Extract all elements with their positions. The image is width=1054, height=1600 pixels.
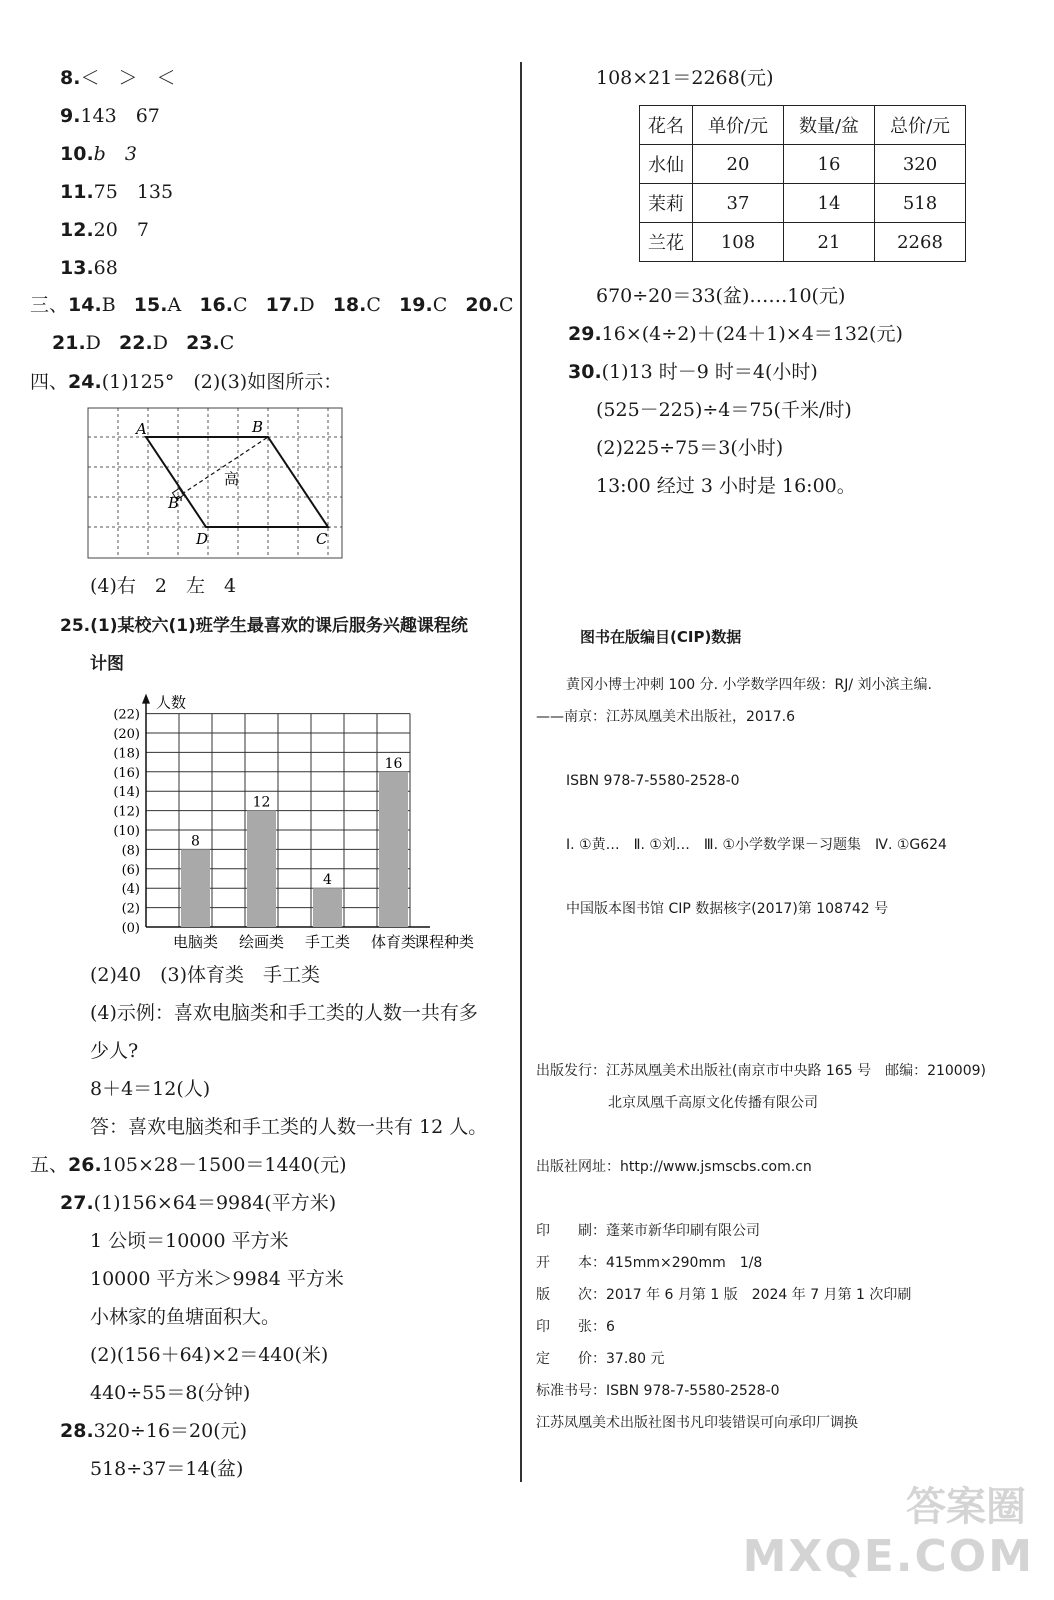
watermark-url: MXQE.COM (742, 1531, 1034, 1582)
bar-value-label: 16 (384, 755, 403, 772)
table-header: 数量/盆 (784, 106, 875, 145)
table-header: 花名 (640, 106, 693, 145)
label-B-prime: B' (168, 494, 184, 512)
x-tick-label: 手工类 (304, 933, 351, 951)
cip-sheets: 印 张：6 (536, 1319, 615, 1335)
y-tick-label: (18) (113, 746, 140, 762)
answer-25-part4-cont: 少人? (90, 1040, 139, 1062)
table-header: 总价/元 (875, 106, 966, 145)
cip-title: 图书在版编目(CIP)数据 (580, 628, 742, 646)
cip-publisher2: 北京凤凰千高原文化传播有限公司 (608, 1095, 818, 1111)
cip-number: 中国版本图书馆 CIP 数据核字(2017)第 108742 号 (566, 901, 889, 917)
table-header-row (640, 106, 966, 145)
answer-27-line5: (2)(156＋64)×2＝440(米) (90, 1344, 329, 1366)
label-A: A (136, 420, 147, 438)
table-cell: 兰花 (640, 223, 693, 262)
bar-value-label: 12 (252, 794, 271, 811)
cip-website: 出版社网址：http://www.jsmscbs.com.cn (536, 1159, 812, 1175)
answer-28-remainder: 670÷20＝33(盆)……10(元) (596, 285, 846, 307)
y-axis-arrow (142, 694, 150, 704)
cip-isbn: ISBN 978-7-5580-2528-0 (566, 773, 740, 789)
column-divider (520, 62, 522, 1482)
answer-24-part4: (4)右 2 左 4 (90, 575, 237, 597)
cip-publisher: 出版发行：江苏凤凰美术出版社(南京市中央路 165 号 邮编：210009) (536, 1063, 986, 1079)
answer-30-line4: 13:00 经过 3 小时是 16:00。 (596, 475, 856, 497)
answer-27-line3: 10000 平方米＞9984 平方米 (90, 1268, 344, 1290)
answer-29: 29.16×(4÷2)＋(24＋1)×4＝132(元) (568, 323, 903, 345)
cip-printer: 印 刷：蓬莱市新华印刷有限公司 (536, 1223, 760, 1239)
parallelogram-figure (86, 406, 346, 562)
flower-price-table (639, 105, 966, 262)
answer-25-part2: (2)40 (3)体育类 手工类 (90, 964, 321, 986)
cip-classification: Ⅰ. ①黄… Ⅱ. ①刘… Ⅲ. ①小学数学课－习题集 Ⅳ. ①G624 (566, 837, 947, 853)
answer-30-line3: (2)225÷75＝3(小时) (596, 437, 784, 459)
table-cell: 20 (693, 145, 784, 184)
answer-25-title-cont: 计图 (90, 654, 124, 674)
bar (247, 811, 276, 927)
label-D: D (196, 530, 209, 548)
answer-27-line6: 440÷55＝8(分钟) (90, 1382, 251, 1404)
answer-24: 四、24.(1)125° (2)(3)如图所示： (30, 371, 343, 393)
cip-book-number: 标准书号：ISBN 978-7-5580-2528-0 (536, 1383, 780, 1399)
answer-26: 五、26.105×28－1500＝1440(元) (30, 1154, 347, 1176)
y-tick-label: (0) (121, 921, 140, 936)
table-cell: 水仙 (640, 145, 693, 184)
x-axis-label: 课程种类 (414, 933, 475, 951)
table-cell: 16 (784, 145, 875, 184)
label-height: 高 (224, 470, 240, 488)
answer-27: 27.(1)156×64＝9984(平方米) (60, 1192, 337, 1214)
answer-25: 25.(1)某校六(1)班学生最喜欢的课后服务兴趣课程统 (60, 616, 468, 636)
table-cell: 21 (784, 223, 875, 262)
x-tick-label: 电脑类 (172, 933, 219, 951)
answer-30-line2: (525－225)÷4＝75(千米/时) (596, 399, 852, 421)
table-row (640, 145, 966, 184)
y-tick-label: (6) (121, 862, 140, 878)
answer-8: 8.＜ ＞ ＜ (60, 67, 176, 89)
cip-line2: ——南京：江苏凤凰美术出版社，2017.6 (536, 709, 795, 725)
section-3-row2: 21.D 22.D 23.C (52, 332, 235, 354)
table-cell: 320 (875, 145, 966, 184)
y-tick-label: (10) (113, 824, 140, 839)
answer-28-line3: 108×21＝2268(元) (596, 67, 774, 89)
y-tick-label: (2) (121, 901, 140, 917)
table-cell: 518 (875, 184, 966, 223)
answer-25-part4: (4)示例：喜欢电脑类和手工类的人数一共有多 (90, 1002, 478, 1024)
answer-25-calc: 8＋4＝12(人) (90, 1078, 211, 1100)
answer-11: 11.75 135 (60, 181, 174, 203)
y-tick-label: (8) (121, 843, 140, 859)
answer-27-line2: 1 公顷＝10000 平方米 (90, 1230, 289, 1252)
label-C: C (316, 530, 328, 548)
bar (379, 772, 408, 927)
bar (181, 849, 210, 927)
y-tick-label: (16) (113, 765, 140, 781)
y-tick-label: (4) (121, 882, 140, 898)
section-3-row1: 三、14.B 15.A 16.C 17.D 18.C 19.C 20.C (30, 294, 514, 316)
bar-value-label: 4 (323, 872, 332, 889)
answer-12: 12.20 7 (60, 219, 149, 241)
cip-format: 开 本：415mm×290mm 1/8 (536, 1255, 763, 1271)
table-row (640, 223, 966, 262)
table-header: 单价/元 (693, 106, 784, 145)
answer-25-answer: 答：喜欢电脑类和手工类的人数一共有 12 人。 (90, 1116, 488, 1138)
y-tick-label: (14) (113, 785, 140, 801)
bar-value-label: 8 (191, 833, 200, 850)
cip-notice: 江苏凤凰美术出版社图书凡印装错误可向承印厂调换 (536, 1415, 858, 1431)
watermark-logo: 答案圈 (906, 1484, 1026, 1530)
cip-edition: 版 次：2017 年 6 月第 1 版 2024 年 7 月第 1 次印刷 (536, 1287, 912, 1303)
answer-10: 10.b 3 (60, 143, 137, 165)
table-cell: 108 (693, 223, 784, 262)
bar-chart (88, 684, 508, 952)
y-tick-label: (22) (113, 707, 140, 723)
y-tick-label: (20) (113, 727, 140, 742)
table-cell: 2268 (875, 223, 966, 262)
x-tick-label: 体育类 (370, 933, 417, 951)
table-row (640, 184, 966, 223)
bar (313, 888, 342, 927)
answer-30: 30.(1)13 时－9 时＝4(小时) (568, 361, 818, 383)
cip-line1: 黄冈小博士冲刺 100 分. 小学数学四年级：RJ/ 刘小滨主编. (566, 677, 932, 693)
cip-price: 定 价：37.80 元 (536, 1351, 665, 1367)
answer-13: 13.68 (60, 257, 118, 279)
answer-9: 9.143 67 (60, 105, 160, 127)
y-tick-label: (12) (113, 804, 140, 820)
answer-27-line4: 小林家的鱼塘面积大。 (90, 1306, 281, 1328)
answer-28: 28.320÷16＝20(元) (60, 1420, 248, 1442)
x-tick-label: 绘画类 (238, 933, 285, 951)
label-B: B (252, 418, 264, 436)
table-cell: 37 (693, 184, 784, 223)
answer-28-line2: 518÷37＝14(盆) (90, 1458, 244, 1480)
table-cell: 14 (784, 184, 875, 223)
table-cell: 茉莉 (640, 184, 693, 223)
y-axis-label: 人数 (156, 693, 187, 712)
